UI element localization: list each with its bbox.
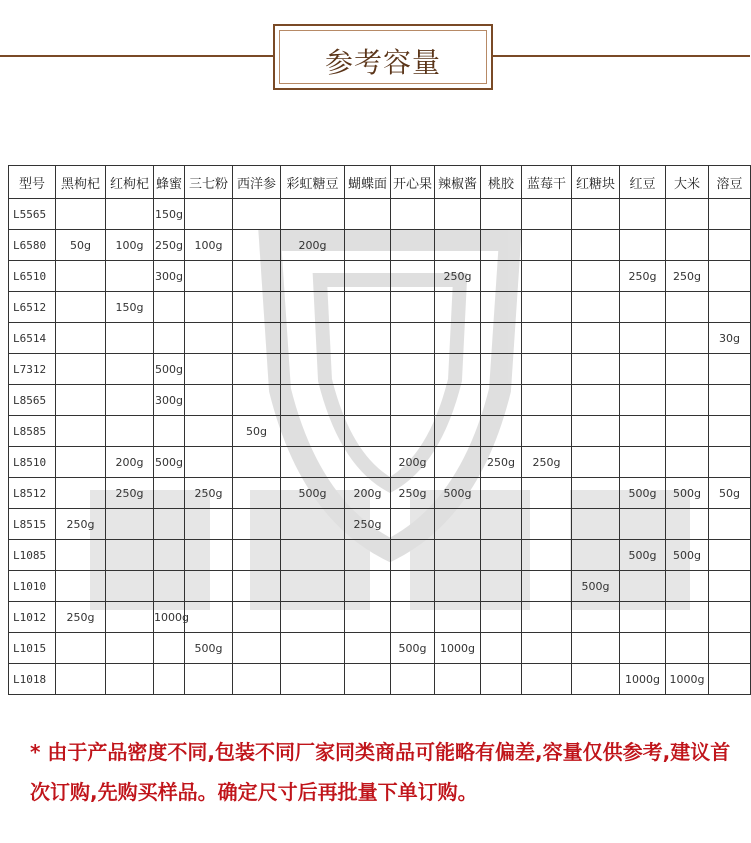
capacity-cell [185,354,233,385]
table-row [9,354,751,385]
capacity-cell [620,571,666,602]
capacity-cell [620,509,666,540]
capacity-cell [281,571,345,602]
capacity-cell [391,292,435,323]
capacity-cell [345,540,391,571]
capacity-cell [435,385,481,416]
capacity-cell [522,571,572,602]
capacity-cell [154,478,185,509]
capacity-cell [154,509,185,540]
model-cell: L1018 [9,664,56,695]
capacity-cell [522,354,572,385]
capacity-cell [572,602,620,633]
capacity-cell [522,261,572,292]
capacity-cell [572,230,620,261]
capacity-cell [391,602,435,633]
capacity-cell [391,571,435,602]
column-header: 红枸杞 [106,166,154,199]
capacity-cell: 150g [106,292,154,323]
capacity-cell [391,509,435,540]
capacity-cell [233,292,281,323]
capacity-cell [233,633,281,664]
model-cell: L7312 [9,354,56,385]
capacity-cell [709,664,751,695]
table-row [9,478,751,509]
capacity-cell [391,540,435,571]
capacity-cell [481,323,522,354]
capacity-cell: 250g [391,478,435,509]
capacity-cell [233,540,281,571]
capacity-cell [709,540,751,571]
capacity-cell [435,199,481,230]
capacity-cell [572,261,620,292]
capacity-cell [281,323,345,354]
capacity-cell [106,323,154,354]
capacity-cell [391,323,435,354]
capacity-cell [435,447,481,478]
capacity-cell [391,385,435,416]
capacity-cell [391,416,435,447]
capacity-cell: 250g [185,478,233,509]
capacity-cell [106,664,154,695]
capacity-cell [185,416,233,447]
capacity-cell: 1000g [154,602,185,633]
capacity-cell [185,540,233,571]
capacity-cell [522,323,572,354]
capacity-cell [666,633,709,664]
capacity-cell [709,385,751,416]
capacity-cell: 1000g [620,664,666,695]
capacity-cell [233,478,281,509]
capacity-cell [56,323,106,354]
capacity-cell [185,199,233,230]
capacity-cell [281,540,345,571]
capacity-cell [572,292,620,323]
model-cell: L6514 [9,323,56,354]
capacity-cell [481,509,522,540]
column-header: 蓝莓干 [522,166,572,199]
capacity-cell [620,385,666,416]
capacity-cell [106,261,154,292]
capacity-cell [345,447,391,478]
capacity-cell: 300g [154,261,185,292]
column-header: 三七粉 [185,166,233,199]
capacity-cell [709,261,751,292]
capacity-cell: 500g [391,633,435,664]
capacity-cell [56,664,106,695]
capacity-cell [666,354,709,385]
capacity-cell [435,354,481,385]
capacity-cell [233,447,281,478]
capacity-cell: 500g [666,540,709,571]
table-row [9,199,751,230]
capacity-cell [666,602,709,633]
capacity-cell [572,633,620,664]
capacity-cell [106,571,154,602]
capacity-cell [281,199,345,230]
capacity-cell [481,540,522,571]
capacity-cell [185,664,233,695]
capacity-cell: 1000g [666,664,709,695]
capacity-cell [522,292,572,323]
column-header: 红豆 [620,166,666,199]
capacity-cell [106,540,154,571]
capacity-cell [185,292,233,323]
model-cell: L6580 [9,230,56,261]
header-rule-left [0,55,273,57]
capacity-cell [154,416,185,447]
capacity-cell [281,602,345,633]
capacity-cell [709,416,751,447]
capacity-cell [666,509,709,540]
capacity-cell [281,633,345,664]
capacity-cell [185,602,233,633]
capacity-cell: 250g [481,447,522,478]
capacity-cell [666,416,709,447]
capacity-cell [345,571,391,602]
capacity-cell [233,354,281,385]
capacity-cell [106,509,154,540]
capacity-cell [56,385,106,416]
capacity-cell [56,292,106,323]
capacity-cell [233,230,281,261]
capacity-cell: 500g [281,478,345,509]
capacity-cell [481,261,522,292]
capacity-cell [620,447,666,478]
capacity-cell [56,447,106,478]
capacity-cell: 50g [709,478,751,509]
capacity-cell [345,230,391,261]
capacity-cell [345,633,391,664]
column-header: 黑枸杞 [56,166,106,199]
model-cell: L1015 [9,633,56,664]
table-row [9,540,751,571]
capacity-cell [435,323,481,354]
capacity-cell [435,571,481,602]
capacity-cell [56,540,106,571]
capacity-cell [345,261,391,292]
capacity-cell [481,385,522,416]
capacity-cell [233,261,281,292]
capacity-cell: 250g [56,509,106,540]
capacity-cell: 500g [435,478,481,509]
capacity-cell: 30g [709,323,751,354]
capacity-cell [281,261,345,292]
capacity-cell [709,447,751,478]
capacity-cell [435,230,481,261]
capacity-cell [345,664,391,695]
header-rule-right [493,55,750,57]
capacity-cell [281,385,345,416]
table-row [9,571,751,602]
capacity-cell: 200g [106,447,154,478]
capacity-cell: 250g [106,478,154,509]
capacity-cell [345,354,391,385]
capacity-cell: 500g [620,478,666,509]
capacity-cell [572,385,620,416]
capacity-cell [481,478,522,509]
capacity-cell [106,633,154,664]
capacity-cell [481,633,522,664]
capacity-cell [185,385,233,416]
capacity-cell: 500g [620,540,666,571]
capacity-cell [522,416,572,447]
capacity-cell [391,261,435,292]
capacity-cell [522,633,572,664]
capacity-cell [106,602,154,633]
capacity-table-wrapper [8,165,750,695]
capacity-cell: 250g [154,230,185,261]
model-cell: L8565 [9,385,56,416]
model-cell: L6510 [9,261,56,292]
capacity-cell: 500g [572,571,620,602]
capacity-cell [391,199,435,230]
capacity-cell [481,230,522,261]
capacity-cell [345,292,391,323]
capacity-cell [709,509,751,540]
column-header: 西洋参 [233,166,281,199]
capacity-cell [666,323,709,354]
capacity-cell: 150g [154,199,185,230]
capacity-cell [709,633,751,664]
capacity-cell [666,447,709,478]
capacity-cell [281,416,345,447]
column-header: 溶豆 [709,166,751,199]
capacity-cell: 250g [620,261,666,292]
capacity-cell [522,664,572,695]
table-row [9,323,751,354]
capacity-cell [522,385,572,416]
capacity-cell [481,664,522,695]
capacity-cell [481,199,522,230]
capacity-cell [620,230,666,261]
capacity-cell [522,602,572,633]
model-cell: L1085 [9,540,56,571]
model-cell: L1012 [9,602,56,633]
capacity-cell [709,230,751,261]
capacity-cell [106,416,154,447]
capacity-cell [233,602,281,633]
capacity-cell [185,261,233,292]
capacity-cell [106,354,154,385]
capacity-cell [233,664,281,695]
capacity-cell [709,571,751,602]
capacity-cell [56,199,106,230]
capacity-cell [154,540,185,571]
capacity-cell [56,261,106,292]
column-header: 彩虹糖豆 [281,166,345,199]
table-row [9,261,751,292]
capacity-cell [56,354,106,385]
capacity-cell [481,602,522,633]
column-header: 辣椒酱 [435,166,481,199]
capacity-cell [481,571,522,602]
capacity-cell [620,354,666,385]
capacity-cell [572,199,620,230]
capacity-cell: 500g [154,354,185,385]
capacity-cell [281,664,345,695]
capacity-cell [666,199,709,230]
capacity-cell [185,323,233,354]
capacity-cell [572,540,620,571]
model-cell: L5565 [9,199,56,230]
capacity-cell [345,385,391,416]
capacity-cell [572,509,620,540]
capacity-cell [666,385,709,416]
capacity-cell [154,323,185,354]
capacity-cell [345,323,391,354]
capacity-cell [572,354,620,385]
capacity-cell [620,199,666,230]
capacity-cell [572,323,620,354]
capacity-table [8,165,751,695]
capacity-cell [56,416,106,447]
capacity-cell [435,540,481,571]
model-cell: L6512 [9,292,56,323]
capacity-cell [709,199,751,230]
capacity-cell [620,633,666,664]
capacity-cell [154,633,185,664]
capacity-cell [233,571,281,602]
capacity-cell: 1000g [435,633,481,664]
capacity-cell [185,509,233,540]
capacity-cell: 300g [154,385,185,416]
capacity-cell [391,354,435,385]
capacity-cell [56,478,106,509]
model-cell: L8510 [9,447,56,478]
capacity-cell [154,292,185,323]
table-row [9,509,751,540]
table-row [9,664,751,695]
capacity-cell [154,664,185,695]
capacity-cell [345,416,391,447]
capacity-cell [522,230,572,261]
capacity-cell [233,385,281,416]
column-header: 桃胶 [481,166,522,199]
table-row [9,602,751,633]
capacity-cell [233,509,281,540]
capacity-cell [522,478,572,509]
column-header: 蜂蜜 [154,166,185,199]
capacity-cell: 500g [154,447,185,478]
capacity-cell [345,199,391,230]
capacity-cell: 100g [106,230,154,261]
capacity-cell: 50g [233,416,281,447]
table-row [9,633,751,664]
column-header: 型号 [9,166,56,199]
capacity-cell [572,416,620,447]
capacity-cell [281,354,345,385]
capacity-cell [185,571,233,602]
capacity-cell [620,602,666,633]
capacity-cell [435,509,481,540]
capacity-disclaimer-note: * 由于产品密度不同,包装不同厂家同类商品可能略有偏差,容量仅供参考,建议首次订购,先购买样品。确定尺寸后再批量下单订购。 [30,740,731,804]
model-cell: L8585 [9,416,56,447]
capacity-cell [435,664,481,695]
capacity-cell [666,230,709,261]
capacity-cell [56,633,106,664]
capacity-cell: 250g [56,602,106,633]
capacity-cell [620,292,666,323]
capacity-cell: 250g [666,261,709,292]
capacity-cell: 200g [281,230,345,261]
table-row [9,230,751,261]
capacity-cell [709,292,751,323]
capacity-cell: 100g [185,230,233,261]
capacity-cell [666,571,709,602]
column-header: 开心果 [391,166,435,199]
capacity-cell [435,292,481,323]
capacity-cell [481,354,522,385]
column-header: 蝴蝶面 [345,166,391,199]
column-header: 红糖块 [572,166,620,199]
table-row [9,416,751,447]
capacity-cell: 200g [345,478,391,509]
capacity-cell [435,602,481,633]
table-row [9,385,751,416]
header-title-box [273,24,493,90]
capacity-cell [106,199,154,230]
capacity-cell [572,447,620,478]
capacity-cell [281,447,345,478]
table-row [9,292,751,323]
capacity-cell [620,416,666,447]
capacity-cell [481,292,522,323]
capacity-cell [233,199,281,230]
model-cell: L8515 [9,509,56,540]
capacity-cell [620,323,666,354]
capacity-cell: 500g [666,478,709,509]
capacity-cell [345,602,391,633]
capacity-cell [391,230,435,261]
capacity-cell [391,664,435,695]
capacity-cell: 250g [345,509,391,540]
capacity-cell [666,292,709,323]
capacity-cell [154,571,185,602]
capacity-cell: 50g [56,230,106,261]
capacity-cell [522,199,572,230]
capacity-cell [233,323,281,354]
capacity-cell [56,571,106,602]
capacity-cell [709,602,751,633]
capacity-cell [522,540,572,571]
capacity-cell: 500g [185,633,233,664]
capacity-cell [281,292,345,323]
model-cell: L8512 [9,478,56,509]
table-row [9,447,751,478]
capacity-cell [522,509,572,540]
page-title: 参考容量 [324,46,441,79]
table-header-row [9,166,751,199]
capacity-cell [106,385,154,416]
capacity-cell: 200g [391,447,435,478]
capacity-cell [709,354,751,385]
capacity-cell [185,447,233,478]
capacity-cell [572,478,620,509]
capacity-cell: 250g [435,261,481,292]
capacity-cell: 250g [522,447,572,478]
model-cell: L1010 [9,571,56,602]
capacity-cell [572,664,620,695]
column-header: 大米 [666,166,709,199]
capacity-cell [435,416,481,447]
capacity-cell [481,416,522,447]
capacity-cell [281,509,345,540]
